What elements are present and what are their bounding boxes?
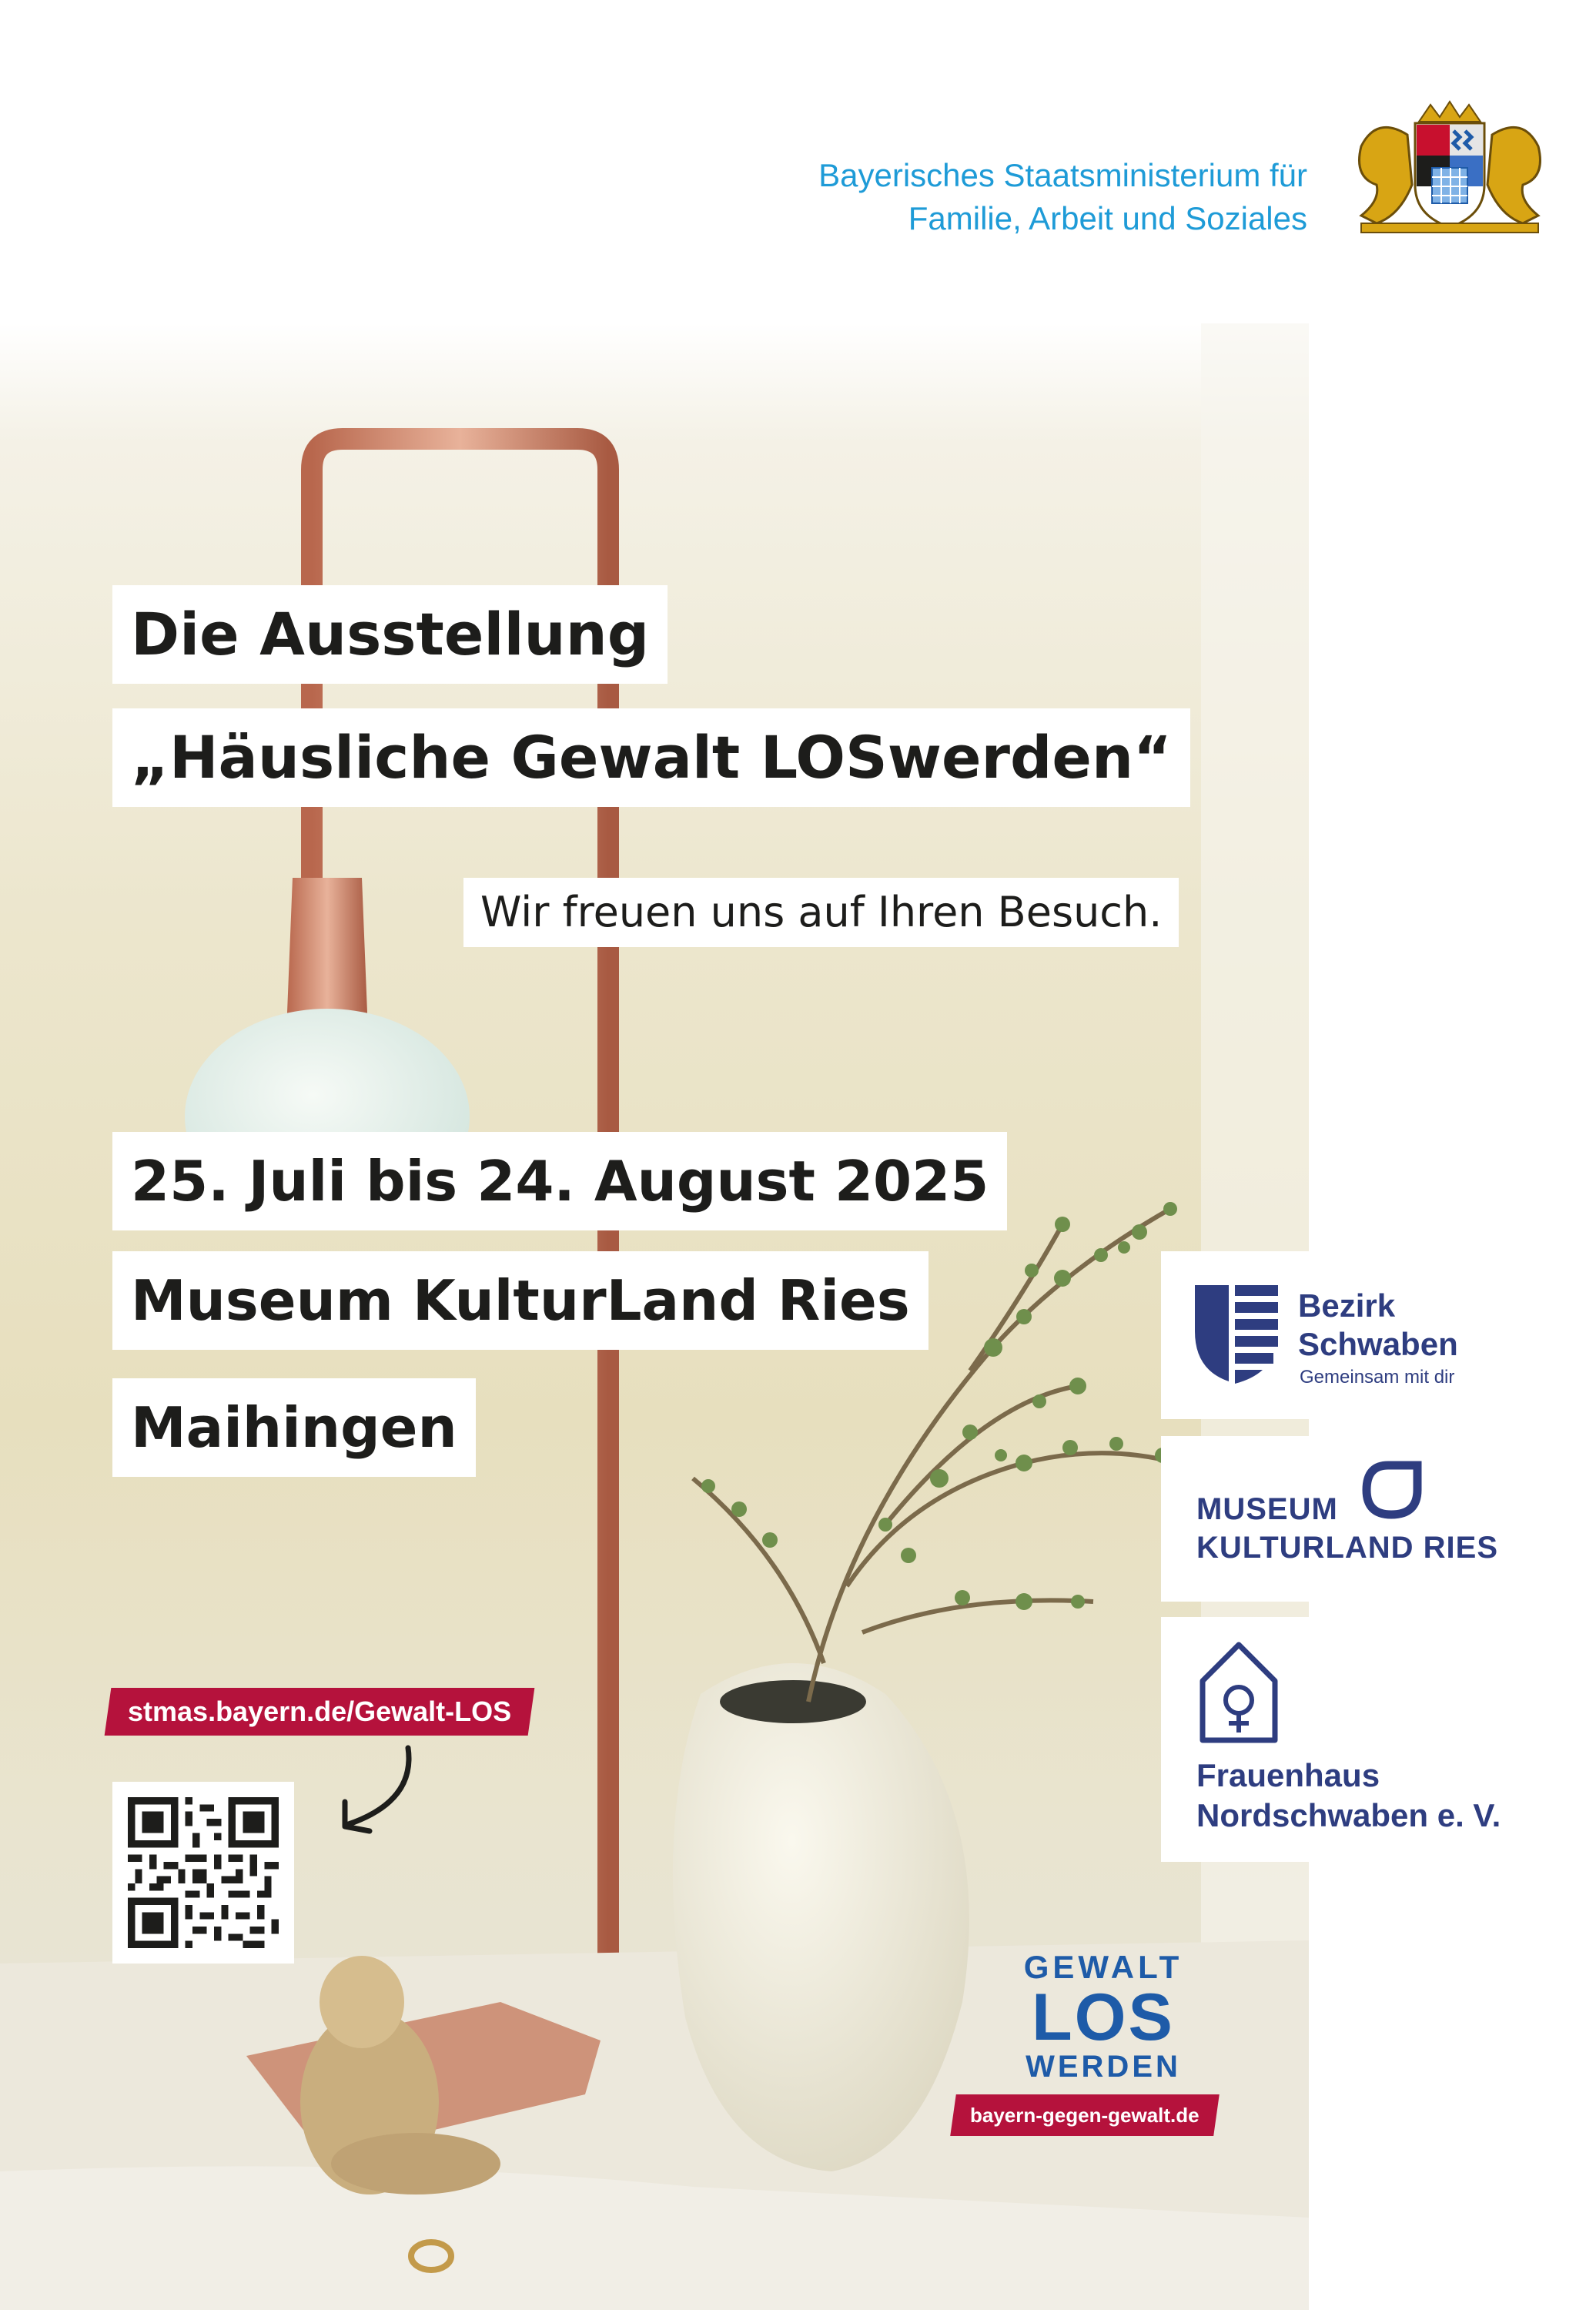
campaign-website-link[interactable] [950, 2094, 1219, 2136]
campaign-word-werden: WERDEN [1026, 2050, 1181, 2084]
bezirk-schwaben-name [1298, 1287, 1458, 1364]
website-link-label: stmas.bayern.de/Gewalt-LOS [128, 1696, 512, 1727]
frauenhaus-house-icon [1196, 1639, 1281, 1746]
museum-logo-text [1196, 1490, 1498, 1567]
schwaben-label: Schwaben [1298, 1326, 1458, 1362]
curved-arrow-icon [331, 1740, 423, 1848]
gewalt-los-werden-logo [1001, 1950, 1206, 2084]
partner-bezirk-schwaben [1161, 1251, 1577, 1419]
headline-line1: Die Ausstellung [112, 585, 668, 684]
headline-line2: „Häusliche Gewalt LOSwerden“ [112, 708, 1190, 807]
bezirk-schwaben-shield-icon [1195, 1285, 1280, 1385]
bezirk-label: Bezirk [1298, 1287, 1396, 1324]
website-link[interactable] [105, 1688, 535, 1736]
kulturland-ries-label: KULTURLAND RIES [1196, 1531, 1499, 1565]
invitation-subline: Wir freuen uns auf Ihren Besuch. [463, 878, 1179, 947]
campaign-website-label: bayern-gegen-gewalt.de [970, 2104, 1200, 2127]
ministry-name-line1: Bayerisches Staatsministerium für [818, 157, 1307, 193]
qr-code[interactable] [112, 1782, 294, 1964]
partner-frauenhaus-nordschwaben [1161, 1617, 1577, 1862]
bezirk-schwaben-tagline: Gemeinsam mit dir [1300, 1367, 1455, 1388]
event-dates: 25. Juli bis 24. August 2025 [112, 1132, 1007, 1230]
ministry-name [818, 154, 1307, 240]
bavarian-coat-of-arms-icon [1346, 100, 1554, 235]
partner-museum-kulturland-ries [1161, 1436, 1577, 1602]
museum-drop-icon [1357, 1459, 1427, 1521]
campaign-word-gewalt: GEWALT [1023, 1949, 1183, 1985]
qr-code-icon [128, 1797, 279, 1948]
frauenhaus-label: Frauenhaus [1196, 1757, 1380, 1793]
event-venue: Museum KulturLand Ries [112, 1251, 928, 1350]
ministry-name-line2: Familie, Arbeit und Soziales [908, 200, 1307, 236]
event-place: Maihingen [112, 1378, 476, 1477]
frauenhaus-name [1196, 1756, 1501, 1836]
campaign-word-los: LOS [1032, 1980, 1175, 2054]
museum-label: MUSEUM [1196, 1492, 1338, 1526]
nordschwaben-label: Nordschwaben e. V. [1196, 1797, 1501, 1833]
